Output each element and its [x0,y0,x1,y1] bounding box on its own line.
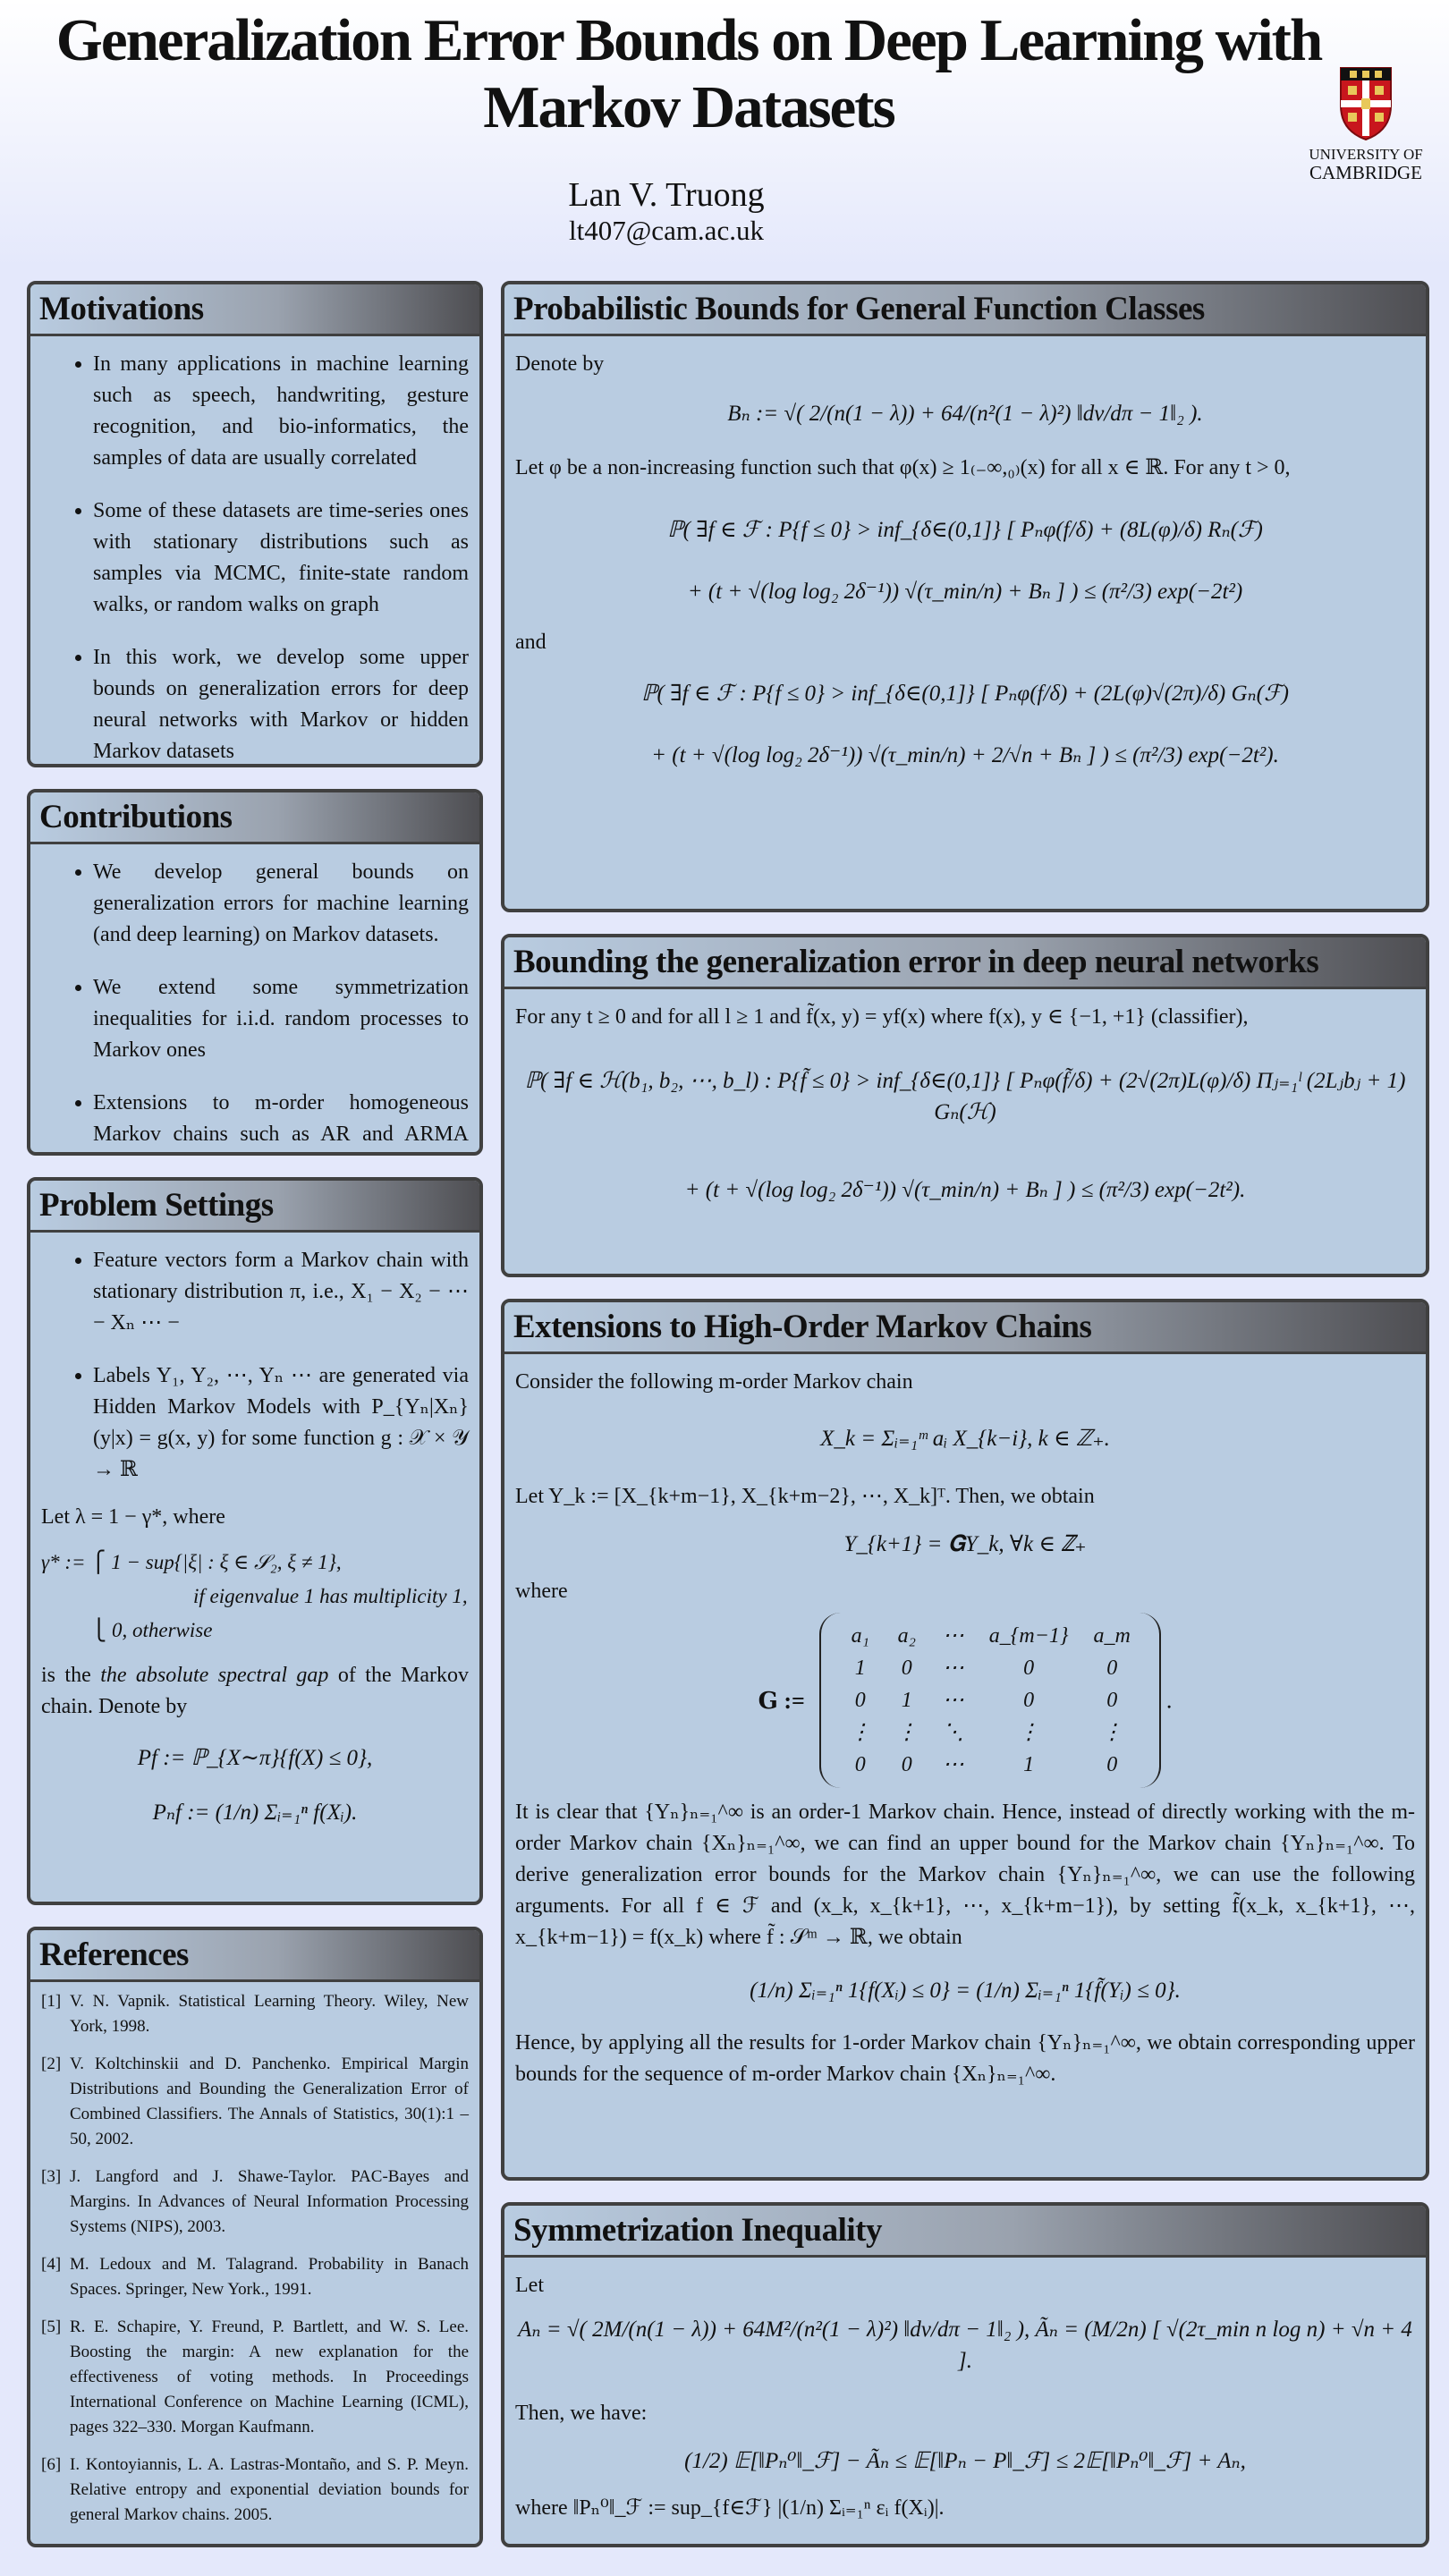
deep-nn-bound-line-2: + (t + √(log log₂ 2δ⁻¹)) √(τ_min/n) + Bₙ ] ) ≤ (π²/3) exp(−2t²). [684,1178,1246,1202]
author-name: Lan V. Truong [568,176,765,214]
problem-settings-panel [27,1177,483,1905]
list-item: • Some of these datasets are time-series ones with stationary distributions such as samples via MCMC, finite-state random walks, or random walks on graph [93,496,469,621]
contributions-panel [27,789,483,1156]
references-title: References [30,1930,479,1982]
order-reduction-paragraph: It is clear that {Yₙ}ₙ₌₁^∞ is an order-1 Markov chain. Hence, instead of directly working with the m-order Markov chain {Xₙ}ₙ₌₁^∞, we can find an upper bound for the Markov chain {Yₙ}ₙ₌₁^∞. To derive generalization error bounds for the Markov chain {Yₙ}ₙ₌₁^∞, we can use the following arguments. For all f ∈ ℱ and (x_k, x_{k+1}, ⋯, x_{k+m−1}), by setting f̃(x_k, x_{k+1}, ⋯, x_{k+m−1}) = f(x_k) where f̃ : 𝒮ᵐ → ℝ, we obtain [515,1801,1415,1949]
deep-nn-intro: For any t ≥ 0 and for all l ≥ 1 and f̃(x, y) = yf(x) where f(x), y ∈ {−1, +1} (classifier), [515,1005,1249,1029]
lambda-def: Let λ = 1 − γ*, where [41,1505,225,1529]
problem-settings-title: Problem Settings [30,1181,479,1233]
symmetrization-panel [501,2202,1429,2547]
reference-item: [2] V. Koltchinskii and D. Panchenko. Empirical Margin Distributions and Bounding the Generalization Error of Combined Classifiers. The Annals of Statistics, 30(1):1 – 50, 2002. [41,2055,469,2148]
pnf-equation: Pₙf := (1/n) Σᵢ₌₁ⁿ f(Xᵢ). [152,1801,358,1825]
high-order-title: Extensions to High-Order Markov Chains [504,1302,1426,1354]
gamma-line-2: if eigenvalue 1 has multiplicity 1, [193,1585,468,1607]
symmetrization-title: Symmetrization Inequality [504,2206,1426,2258]
and-text: and [515,631,547,654]
poster-title: Generalization Error Bounds on Deep Learning with Markov Datasets [55,7,1322,140]
phi-definition: Let φ be a non-increasing function such that φ(x) ≥ 1₍₋∞,₀₎(x) for all x ∈ ℝ. For any t > 0, [515,456,1291,479]
motivations-panel [27,281,483,767]
cambridge-crest-icon [1337,64,1394,141]
yk-definition: Let Y_k := [X_{k+m−1}, X_{k+m−2}, ⋯, X_k]ᵀ. Then, we obtain [515,1485,1095,1508]
references-panel [27,1927,483,2547]
list-item: • In this work, we develop some upper bounds on generalization errors for deep neural networks with Markov or hidden Markov datasets [93,642,469,767]
g-label: 𝐆 := [758,1687,805,1714]
deep-nn-panel [501,934,1429,1277]
bound-1-line-1: ℙ( ∃f ∈ ℱ : P{f ≤ 0} > inf_{δ∈(0,1]} [ Pₙφ(f/δ) + (8L(φ)/δ) Rₙ(ℱ) [667,518,1263,542]
list-item: • In many applications in machine learning such as speech, handwriting, gesture recognition, and bio-informatics, the samples of data are usually correlated [93,349,469,474]
spectral-gap-term: the absolute spectral gap [100,1664,329,1687]
where-text: where [515,1580,568,1603]
list-item: • We develop general bounds on generalization errors for machine learning (and deep learning) on Markov datasets. [93,857,469,951]
let-text: Let [515,2274,544,2297]
pf-equation: Pf := ℙ_{X∼π}{f(X) ≤ 0}, [137,1746,373,1770]
bound-1-line-2: + (t + √(log log₂ 2δ⁻¹)) √(τ_min/n) + Bₙ ] ) ≤ (π²/3) exp(−2t²) [687,580,1243,604]
spectral-gap-text: is the the absolute spectral gap of the Markov chain. Denote by [41,1664,470,1718]
then-text: Then, we have: [515,2402,648,2425]
university-logo [1302,64,1429,182]
high-order-panel [501,1299,1429,2181]
an-equation: Aₙ = √( 2M/(n(1 − λ)) + 64M²/(n²(1 − λ)²) ‖dv/dπ − 1‖₂ ), Ãₙ = (M/2n) [ √(2τ_min n log n) + √n + 4 ]. [518,2318,1412,2373]
reference-item: [1] V. N. Vapnik. Statistical Learning Theory. Wiley, New York, 1998. [41,1992,469,2036]
list-item: • We extend some symmetrization inequalities for i.i.d. random processes to Markov ones [93,972,469,1066]
g-matrix-equation: 𝐆 := a₁ a₂ ⋯ a_{m−1} a_m 1 0 ⋯ 0 0 0 1 ⋯ 0 0 ⋮ ⋮ ⋱ ⋮ ⋮ 0 0 ⋯ 1 0 . [515,1613,1415,1788]
probabilistic-bounds-panel [501,281,1429,912]
contributions-title: Contributions [30,792,479,844]
logo-line1: UNIVERSITY OF [1309,146,1423,163]
consider-text: Consider the following m-order Markov chain [515,1370,913,1394]
xk-equation: X_k = Σᵢ₌₁ᵐ aᵢ X_{k−i}, k ∈ ℤ₊. [820,1427,1110,1451]
gamma-line-1: γ* := ⎧ 1 − sup{|ξ| : ξ ∈ 𝒮₂, ξ ≠ 1}, [41,1551,342,1573]
reference-item: [4] M. Ledoux and M. Talagrand. Probability in Banach Spaces. Springer, New York., 1991. [41,2255,469,2299]
motivations-title: Motivations [30,284,479,336]
author-email: lt407@cam.ac.uk [569,215,764,246]
norm-definition: where ‖Pₙ⁰‖_ℱ := sup_{f∈ℱ} |(1/n) Σᵢ₌₁ⁿ εᵢ f(Xᵢ)|. [515,2496,945,2520]
list-item: • Labels Y₁, Y₂, ⋯, Yₙ ⋯ are generated via Hidden Markov Models with P_{Yₙ|Xₙ}(y|x) = g(x, y) for some function g : 𝒳 × 𝒴 → ℝ [93,1360,469,1486]
probabilistic-bounds-title: Probabilistic Bounds for General Function Classes [504,284,1426,336]
list-item: • Feature vectors form a Markov chain with stationary distribution π, i.e., X₁ − X₂ − ⋯ − Xₙ ⋯ − [93,1245,469,1339]
gamma-line-3: ⎩ 0, otherwise [91,1619,213,1641]
gamma-def [41,1546,469,1648]
deep-nn-title: Bounding the generalization error in deep neural networks [504,937,1426,989]
deep-nn-bound-line-1: ℙ( ∃f ∈ ℋ(b₁, b₂, ⋯, b_l) : P{f̃ ≤ 0} > inf_{δ∈(0,1]} [ Pₙφ(f̃/δ) + (2√(2π)L(φ)/δ) Πⱼ₌₁ˡ (2Lⱼbⱼ + 1) Gₙ(ℋ) [524,1069,1406,1124]
logo-line2: CAMBRIDGE [1309,162,1422,183]
denote-text: Denote by [515,352,605,376]
g-matrix: a₁ a₂ ⋯ a_{m−1} a_m 1 0 ⋯ 0 0 0 1 ⋯ 0 0 ⋮ ⋮ ⋱ ⋮ ⋮ 0 0 ⋯ 1 0 [819,1613,1161,1788]
reference-item: [6] I. Kontoyiannis, L. A. Lastras-Montaño, and S. P. Meyn. Relative entropy and exponential deviation bounds for general Markov chains. 2005. [41,2455,469,2524]
conclusion-text: Hence, by applying all the results for 1-order Markov chain {Yₙ}ₙ₌₁^∞, we obtain corresponding upper bounds for the sequence of m-order Markov chain {Xₙ}ₙ₌₁^∞. [515,2031,1415,2086]
symmetrization-inequality: (1/2) 𝔼[‖Pₙ⁰‖_ℱ] − Ãₙ ≤ 𝔼[‖Pₙ − P‖_ℱ] ≤ 2𝔼[‖Pₙ⁰‖_ℱ] + Aₙ, [684,2449,1246,2473]
reference-item: [3] J. Langford and J. Shawe-Taylor. PAC-Bayes and Margins. In Advances of Neural Information Processing Systems (NIPS), 2003. [41,2167,469,2236]
bound-2-line-2: + (t + √(log log₂ 2δ⁻¹)) √(τ_min/n) + 2/√n + Bₙ ] ) ≤ (π²/3) exp(−2t²). [651,743,1279,767]
bn-equation: Bₙ := √( 2/(n(1 − λ)) + 64/(n²(1 − λ)²) ‖dv/dπ − 1‖₂ ). [727,402,1203,426]
yk-equation: Y_{k+1} = 𝐆Y_k, ∀k ∈ ℤ₊ [843,1532,1087,1556]
reference-item: [5] R. E. Schapire, Y. Freund, P. Bartlett, and W. S. Lee. Boosting the margin: A new explanation for the effectiveness of voting methods. In Proceedings International Conference on Machine Learning (ICML), pages 322–330. Morgan Kaufmann. [41,2318,469,2436]
list-item: • Extensions to m-order homogeneous Markov chains such as AR and ARMA [93,1088,469,1156]
bound-2-line-1: ℙ( ∃f ∈ ℱ : P{f ≤ 0} > inf_{δ∈(0,1]} [ Pₙφ(f/δ) + (2L(φ)√(2π)/δ) Gₙ(ℱ) [641,682,1289,706]
average-equation: (1/n) Σᵢ₌₁ⁿ 1{f(Xᵢ) ≤ 0} = (1/n) Σᵢ₌₁ⁿ 1{f̃(Yᵢ) ≤ 0}. [750,1979,1181,2003]
